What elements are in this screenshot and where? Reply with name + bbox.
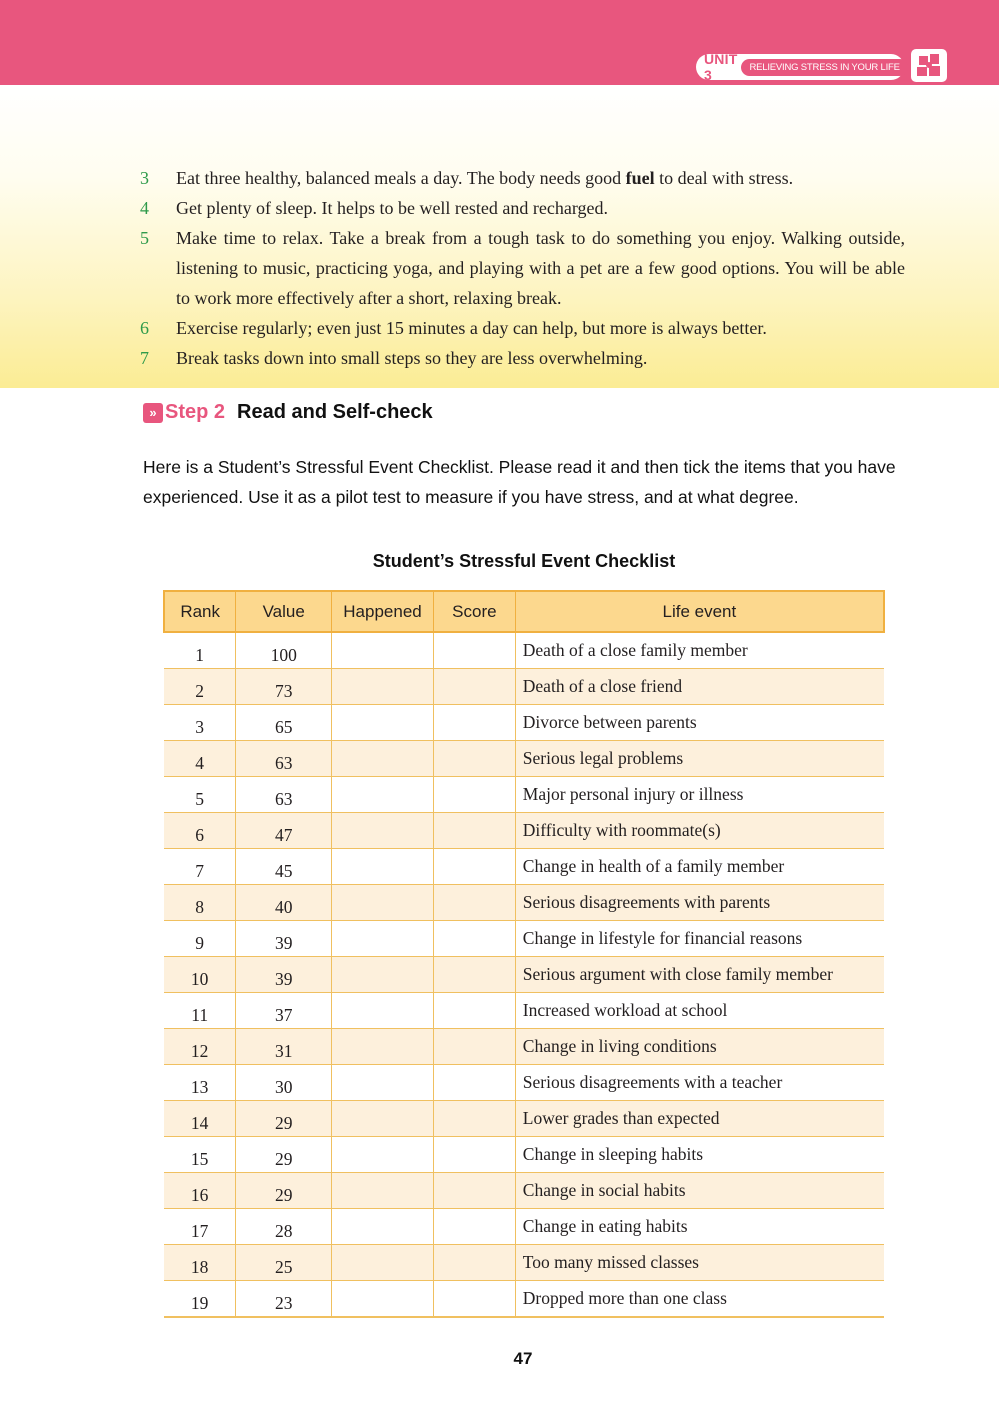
- rank-cell: 15: [164, 1137, 236, 1173]
- value-cell: 47: [236, 813, 332, 849]
- header-bar: [0, 0, 999, 85]
- table-row: [164, 632, 884, 669]
- table-row: [164, 1065, 884, 1101]
- puzzle-icon: [911, 49, 947, 82]
- happened-checkbox-cell[interactable]: [332, 813, 434, 849]
- rank-cell: 6: [164, 813, 236, 849]
- value-cell: 29: [236, 1137, 332, 1173]
- value-cell: 29: [236, 1173, 332, 1209]
- step-title: Read and Self-check: [237, 401, 433, 423]
- life-event-cell: Lower grades than expected: [515, 1101, 884, 1137]
- table-row: [164, 849, 884, 885]
- happened-checkbox-cell[interactable]: [332, 669, 434, 705]
- header-life-event: Life event: [515, 591, 884, 632]
- value-cell: 63: [236, 777, 332, 813]
- step-label: Step 2: [165, 401, 226, 423]
- rank-cell: 18: [164, 1245, 236, 1281]
- score-cell[interactable]: [433, 1101, 515, 1137]
- life-event-cell: Death of a close family member: [515, 632, 884, 669]
- life-event-cell: Change in eating habits: [515, 1209, 884, 1245]
- life-event-cell: Change in living conditions: [515, 1029, 884, 1065]
- value-cell: 30: [236, 1065, 332, 1101]
- table-row: [164, 705, 884, 741]
- stressful-event-table: [163, 590, 885, 1318]
- tip-text-part: Exercise regularly; even just 15 minutes a day can help, but more is always better.: [176, 318, 767, 338]
- unit-badge: [696, 51, 904, 83]
- table-row: [164, 741, 884, 777]
- rank-cell: 16: [164, 1173, 236, 1209]
- intro-paragraph: Here is a Student’s Stressful Event Checklist. Please read it and then tick the items that you have experienced. Use it as a pilot test to measure if you have stress, and at what degree.: [143, 457, 896, 507]
- table-row: [164, 993, 884, 1029]
- tip-bold-word: fuel: [625, 168, 655, 188]
- table-row: [164, 1137, 884, 1173]
- happened-checkbox-cell[interactable]: [332, 632, 434, 669]
- table-row: [164, 669, 884, 705]
- rank-cell: 9: [164, 921, 236, 957]
- tip-text: [176, 193, 905, 223]
- header-score: Score: [433, 591, 515, 632]
- life-event-cell: Serious disagreements with parents: [515, 885, 884, 921]
- tips-list: [140, 163, 905, 373]
- happened-checkbox-cell[interactable]: [332, 777, 434, 813]
- happened-checkbox-cell[interactable]: [332, 921, 434, 957]
- life-event-cell: Increased workload at school: [515, 993, 884, 1029]
- header-rank: Rank: [164, 591, 236, 632]
- unit-label: UNIT 3: [704, 51, 738, 83]
- tip-item: [140, 223, 905, 313]
- rank-cell: 5: [164, 777, 236, 813]
- table-row: [164, 1029, 884, 1065]
- tip-number: 4: [140, 198, 149, 218]
- score-cell[interactable]: [433, 1137, 515, 1173]
- table-row: [164, 813, 884, 849]
- life-event-cell: Too many missed classes: [515, 1245, 884, 1281]
- tip-text: [176, 313, 905, 343]
- score-cell[interactable]: [433, 777, 515, 813]
- score-cell[interactable]: [433, 1029, 515, 1065]
- tip-text-part: to deal with stress.: [654, 168, 794, 188]
- value-cell: 28: [236, 1209, 332, 1245]
- table-row: [164, 957, 884, 993]
- score-cell[interactable]: [433, 957, 515, 993]
- value-cell: 100: [236, 632, 332, 669]
- step-heading: [143, 401, 433, 424]
- table-row: [164, 1281, 884, 1318]
- tip-item: [140, 163, 905, 193]
- score-cell[interactable]: [433, 1209, 515, 1245]
- value-cell: 65: [236, 705, 332, 741]
- table-row: [164, 885, 884, 921]
- value-cell: 40: [236, 885, 332, 921]
- life-event-cell: Divorce between parents: [515, 705, 884, 741]
- rank-cell: 19: [164, 1281, 236, 1318]
- score-cell[interactable]: [433, 632, 515, 669]
- unit-title: RELIEVING STRESS IN YOUR LIFE: [741, 59, 907, 76]
- rank-cell: 3: [164, 705, 236, 741]
- tip-text-part: Get plenty of sleep. It helps to be well rested and recharged.: [176, 198, 609, 218]
- happened-checkbox-cell[interactable]: [332, 1173, 434, 1209]
- happened-checkbox-cell[interactable]: [332, 1029, 434, 1065]
- value-cell: 37: [236, 993, 332, 1029]
- happened-checkbox-cell[interactable]: [332, 957, 434, 993]
- rank-cell: 13: [164, 1065, 236, 1101]
- table-title: Student’s Stressful Event Checklist: [372, 551, 676, 571]
- life-event-cell: Death of a close friend: [515, 669, 884, 705]
- score-cell[interactable]: [433, 993, 515, 1029]
- header-happened: Happened: [332, 591, 434, 632]
- tip-item: [140, 313, 905, 343]
- score-cell[interactable]: [433, 921, 515, 957]
- happened-checkbox-cell[interactable]: [332, 1245, 434, 1281]
- happened-checkbox-cell[interactable]: [332, 741, 434, 777]
- happened-checkbox-cell[interactable]: [332, 1209, 434, 1245]
- rank-cell: 10: [164, 957, 236, 993]
- table-row: [164, 1209, 884, 1245]
- life-event-cell: Serious argument with close family member: [515, 957, 884, 993]
- table-row: [164, 1173, 884, 1209]
- tip-number: 3: [140, 168, 149, 188]
- value-cell: 31: [236, 1029, 332, 1065]
- happened-checkbox-cell[interactable]: [332, 1281, 434, 1318]
- life-event-cell: Major personal injury or illness: [515, 777, 884, 813]
- score-cell[interactable]: [433, 885, 515, 921]
- life-event-cell: Change in health of a family member: [515, 849, 884, 885]
- score-cell[interactable]: [433, 741, 515, 777]
- value-cell: 39: [236, 921, 332, 957]
- tip-number: 7: [140, 348, 149, 368]
- score-cell[interactable]: [433, 1065, 515, 1101]
- life-event-cell: Change in social habits: [515, 1173, 884, 1209]
- life-event-cell: Serious legal problems: [515, 741, 884, 777]
- happened-checkbox-cell[interactable]: [332, 1137, 434, 1173]
- tip-text-part: Eat three healthy, balanced meals a day. The body needs good: [176, 168, 626, 188]
- score-cell[interactable]: [433, 849, 515, 885]
- score-cell[interactable]: [433, 705, 515, 741]
- life-event-cell: Difficulty with roommate(s): [515, 813, 884, 849]
- rank-cell: 7: [164, 849, 236, 885]
- value-cell: 39: [236, 957, 332, 993]
- tip-text: [176, 343, 905, 373]
- tip-text-part: Make time to relax. Take a break from a tough task to do something you enjoy. Walking outside, listening to music, practicing yoga, and playing with a pet are a few good options. You will be able to work more effectively after a short, relaxing break.: [176, 228, 905, 308]
- rank-cell: 17: [164, 1209, 236, 1245]
- score-cell[interactable]: [433, 1173, 515, 1209]
- happened-checkbox-cell[interactable]: [332, 1101, 434, 1137]
- happened-checkbox-cell[interactable]: [332, 1065, 434, 1101]
- rank-cell: 8: [164, 885, 236, 921]
- tip-text: [176, 223, 905, 313]
- score-cell[interactable]: [433, 669, 515, 705]
- tip-text: [176, 163, 905, 193]
- rank-cell: 14: [164, 1101, 236, 1137]
- rank-cell: 2: [164, 669, 236, 705]
- score-cell[interactable]: [433, 1245, 515, 1281]
- table-header-row: [164, 591, 884, 632]
- header-value: Value: [236, 591, 332, 632]
- tip-number: 6: [140, 318, 149, 338]
- value-cell: 63: [236, 741, 332, 777]
- tip-text-part: Break tasks down into small steps so they are less overwhelming.: [176, 348, 648, 368]
- life-event-cell: Change in sleeping habits: [515, 1137, 884, 1173]
- happened-checkbox-cell[interactable]: [332, 849, 434, 885]
- tip-item: [140, 193, 905, 223]
- score-cell[interactable]: [433, 813, 515, 849]
- happened-checkbox-cell[interactable]: [332, 993, 434, 1029]
- rank-cell: 1: [164, 632, 236, 669]
- tip-item: [140, 343, 905, 373]
- value-cell: 73: [236, 669, 332, 705]
- page-number: 47: [513, 1349, 533, 1368]
- table-row: [164, 777, 884, 813]
- value-cell: 23: [236, 1281, 332, 1318]
- table-row: [164, 1245, 884, 1281]
- rank-cell: 11: [164, 993, 236, 1029]
- life-event-cell: Serious disagreements with a teacher: [515, 1065, 884, 1101]
- double-chevron-icon: »: [143, 403, 163, 423]
- life-event-cell: Dropped more than one class: [515, 1281, 884, 1318]
- life-event-cell: Change in lifestyle for financial reasons: [515, 921, 884, 957]
- happened-checkbox-cell[interactable]: [332, 705, 434, 741]
- table-row: [164, 1101, 884, 1137]
- happened-checkbox-cell[interactable]: [332, 885, 434, 921]
- rank-cell: 12: [164, 1029, 236, 1065]
- rank-cell: 4: [164, 741, 236, 777]
- table-row: [164, 921, 884, 957]
- value-cell: 29: [236, 1101, 332, 1137]
- value-cell: 25: [236, 1245, 332, 1281]
- tip-number: 5: [140, 228, 149, 248]
- score-cell[interactable]: [433, 1281, 515, 1318]
- value-cell: 45: [236, 849, 332, 885]
